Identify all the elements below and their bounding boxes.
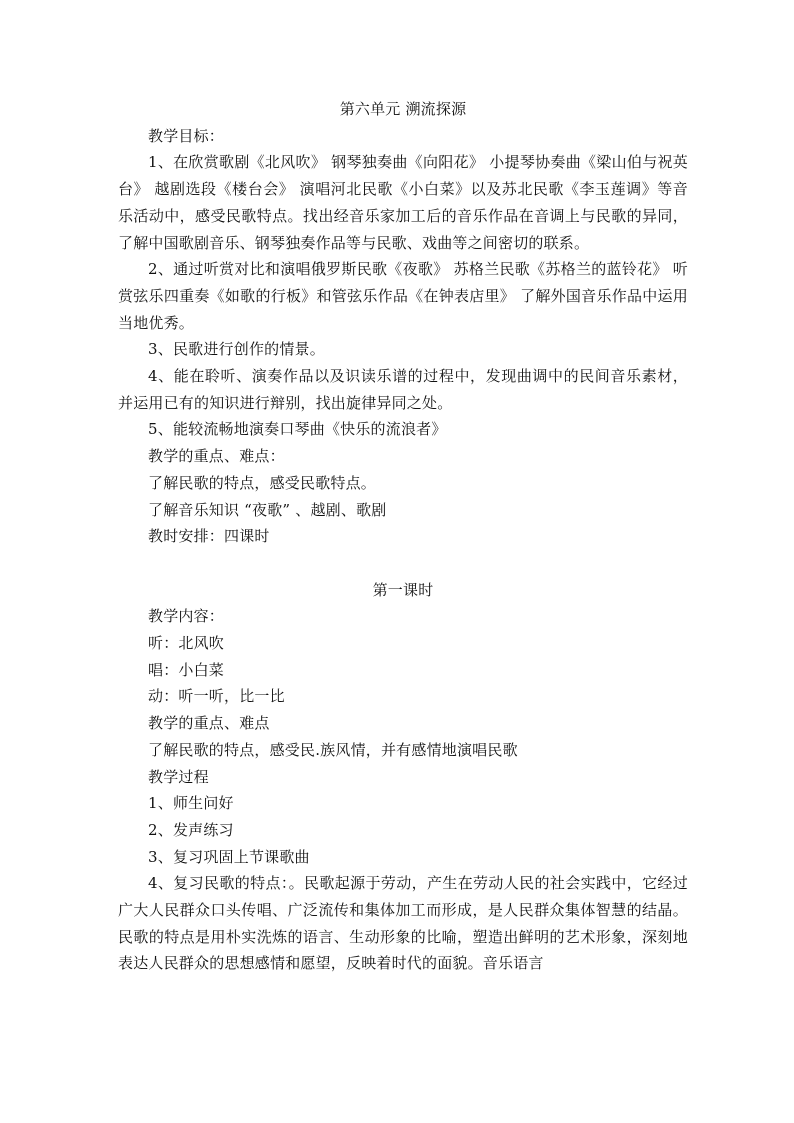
lesson-key-points-text: 了解民歌的特点，感受民.族风情，并有感情地演唱民歌 [148,740,518,759]
blank-line [118,550,688,577]
unit-title: 第六单元 溯流探源 [339,100,467,118]
objective-3: 3、民歌进行创作的情景。 [148,340,325,359]
objective-4: 4、能在聆听、演奏作品以及识读乐谱的过程中，发现曲调中的民间音乐素材，并运用已有的知识进行辩别，找出旋律异同之处。 [118,367,688,412]
lesson-content-heading: 教学内容： [148,607,225,626]
lesson-content-sing: 唱：小白菜 [148,660,225,679]
objective-5: 5、能较流畅地演奏口琴曲《快乐的流浪者》 [148,420,447,439]
objective-1: 1、在欣赏歌剧《北风吹》 钢琴独奏曲《向阳花》 小提琴协奏曲《梁山伯与祝英台》 越剧选段《楼台会》 演唱河北民歌《小白菜》以及苏北民歌《李玉莲调》等音乐活动中，感受民歌特点。找出经音乐家加工后的音乐作品在音调上与民歌的异同，了解中国歌剧音乐、钢琴独奏作品等与民歌、戏曲等之间密切的联系。 [118,153,688,252]
lesson-key-points-heading: 教学的重点、难点 [148,714,270,733]
process-step-4: 4、复习民歌的特点：。民歌起源于劳动，产生在劳动人民的社会实践中，它经过广大人民群众口头传唱、广泛流传和集体加工而形成，是人民群众集体智慧的结晶。民歌的特点是用朴实洗炼的语言、生动形象的比喻，塑造出鲜明的艺术形象，深刻地表达人民群众的思想感情和愿望，反映着时代的面貌。音乐语言 [118,874,688,973]
key-point-1: 了解民歌的特点，感受民歌特点。 [148,473,377,492]
process-step-1: 1、师生问好 [148,794,234,813]
key-point-2: 了解音乐知识 “夜歌” 、越剧、歌剧 [148,500,387,519]
key-points-heading: 教学的重点、难点： [148,447,285,466]
objective-2: 2、通过听赏对比和演唱俄罗斯民歌《夜歌》 苏格兰民歌《苏格兰的蓝铃花》 听赏弦乐四重奏《如歌的行板》和管弦乐作品《在钟表店里》 了解外国音乐作品中运用当地优秀。 [118,260,688,332]
lesson-content-move: 动：听一听，比一比 [148,687,285,706]
process-step-2: 2、发声练习 [148,820,234,839]
process-heading: 教学过程 [148,767,209,786]
lesson-title: 第一课时 [372,580,434,599]
document-body [118,96,688,977]
schedule-text: 教时安排：四课时 [148,527,270,546]
process-step-3: 3、复习巩固上节课歌曲 [148,847,310,866]
lesson-content-listen: 听：北风吹 [148,634,225,653]
objectives-heading: 教学目标： [148,126,225,145]
